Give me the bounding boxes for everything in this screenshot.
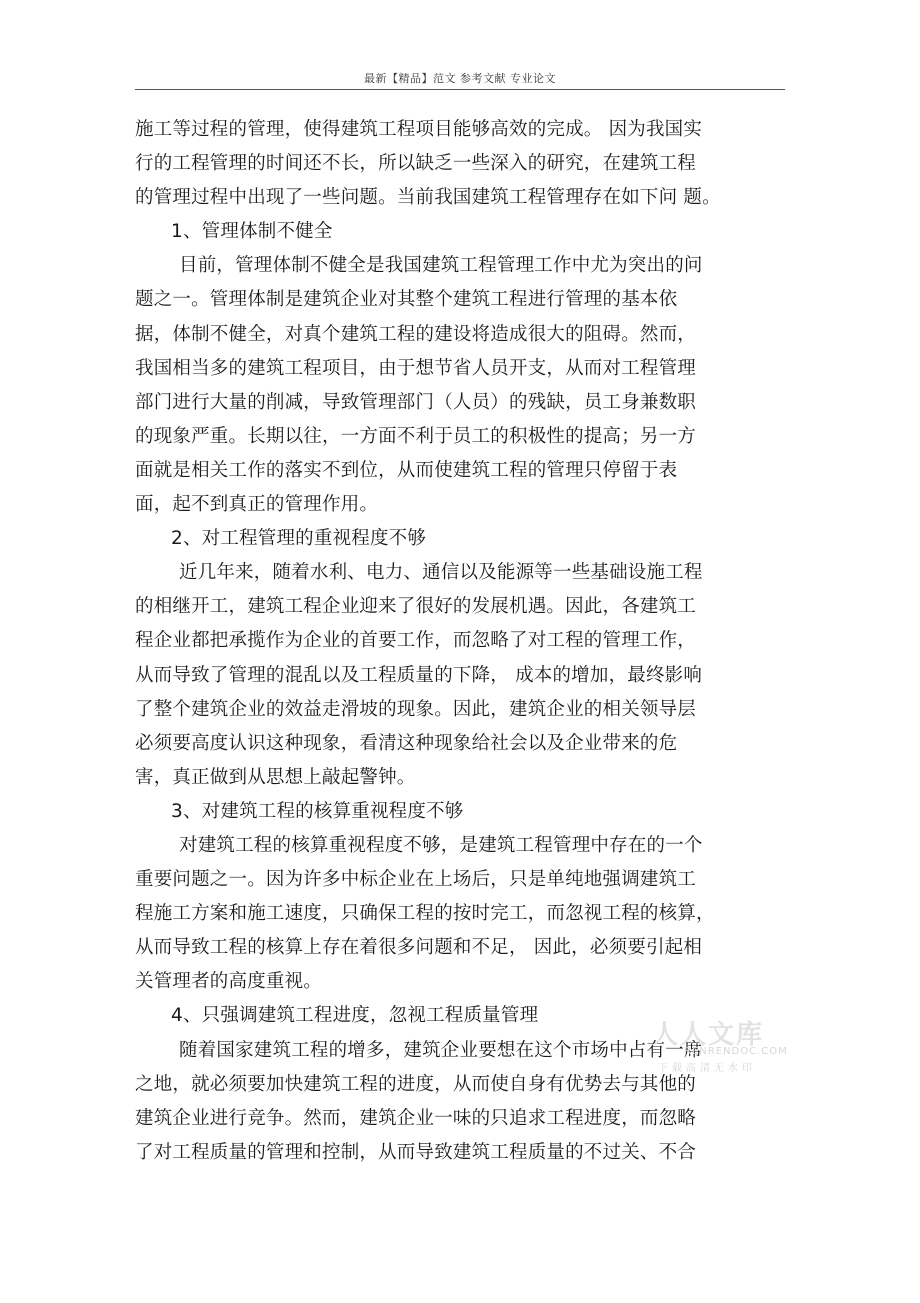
paragraph-line: 程施工方案和施工速度，只确保工程的按时完工，而忽视工程的核算， [135,903,715,925]
paragraph-line: 我国相当多的建筑工程项目，由于想节省人员开支，从而对工程管理 [135,357,697,379]
paragraph-line: 重要问题之一。因为许多中标企业在上场后，只是单纯地强调建筑工 [135,869,697,891]
section-heading-2: 2、对工程管理的重视程度不够 [171,528,427,550]
paragraph-line: 目前，管理体制不健全是我国建筑工程管理工作中尤为突出的问 [179,255,703,277]
paragraph-line: 之地，就必须要加快建筑工程的进度，从而使自身有优势去与其他的 [135,1073,697,1095]
document-body [135,113,735,1170]
paragraph-line: 从而导致了管理的混乱以及工程质量的下降， 成本的增加，最终影响 [135,664,703,686]
section-heading-4: 4、只强调建筑工程进度，忽视工程质量管理 [171,1005,539,1027]
paragraph-line: 面就是相关工作的落实不到位，从而使建筑工程的管理只停留于表 [135,459,678,481]
paragraph-line: 近几年来，随着水利、电力、通信以及能源等一些基础设施工程 [179,562,703,584]
paragraph-line: 建筑企业进行竞争。然而，建筑企业一味的只追求工程进度，而忽略 [135,1107,697,1129]
paragraph-line: 部门进行大量的削减，导致管理部门（人员）的残缺，员工身兼数职 [135,391,697,413]
section-heading-1: 1、管理体制不健全 [171,221,333,243]
watermark-tagline: 下载高清无水印 [658,1063,756,1074]
paragraph-line: 害，真正做到从思想上敲起警钟。 [135,766,416,788]
paragraph-line: 了整个建筑企业的效益走滑坡的现象。因此，建筑企业的相关领导层 [135,698,697,720]
watermark-domain: RENRENDOC.COM [684,1046,788,1057]
paragraph-line: 题之一。管理体制是建筑企业对其整个建筑工程进行管理的基本依 [135,289,678,311]
paragraph-line: 程企业都把承揽作为企业的首要工作，而忽略了对工程的管理工作， [135,630,697,652]
paragraph-line: 面，起不到真正的管理作用。 [135,494,379,516]
paragraph-line: 据，体制不健全，对真个建筑工程的建设将造成很大的阻碍。然而， [135,323,697,345]
paragraph-line: 了对工程质量的管理和控制，从而导致建筑工程质量的不过关、不合 [135,1141,697,1163]
header-divider [135,89,785,90]
page-header: 最新【精品】范文 参考文献 专业论文 [364,72,556,85]
paragraph-line: 的管理过程中出现了一些问题。当前我国建筑工程管理存在如下问 题。 [135,187,721,209]
watermark-title: 人人文库 [652,1020,765,1050]
paragraph-line: 的现象严重。长期以往，一方面不利于员工的积极性的提高；另一方 [135,425,697,447]
paragraph-line: 关管理者的高度重视。 [135,971,323,993]
paragraph-line: 随着国家建筑工程的增多，建筑企业要想在这个市场中占有一席 [179,1039,703,1061]
paragraph-line: 从而导致工程的核算上存在着很多问题和不足， 因此，必须要引起相 [135,937,703,959]
section-heading-3: 3、对建筑工程的核算重视程度不够 [171,800,464,822]
paragraph-line: 必须要高度认识这种现象，看清这种现象给社会以及企业带来的危 [135,732,678,754]
paragraph-line: 行的工程管理的时间还不长，所以缺乏一些深入的研究，在建筑工程 [135,153,697,175]
paragraph-line: 对建筑工程的核算重视程度不够，是建筑工程管理中存在的一个 [179,834,703,856]
paragraph-line: 施工等过程的管理，使得建筑工程项目能够高效的完成。 因为我国实 [135,119,703,140]
paragraph-line: 的相继开工，建筑工程企业迎来了很好的发展机遇。因此，各建筑工 [135,596,697,618]
